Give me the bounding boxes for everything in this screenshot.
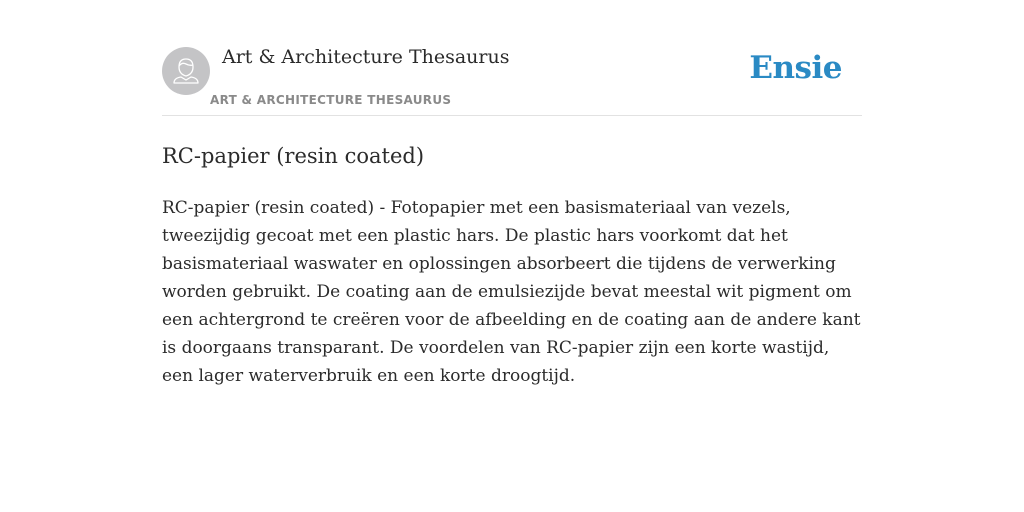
ensie-logo[interactable]: Ensie (749, 50, 842, 86)
author-subtitle: ART & ARCHITECTURE THESAURUS (210, 93, 452, 107)
author-name-link[interactable]: Art & Architecture Thesaurus (222, 46, 510, 68)
entry-card (162, 40, 862, 390)
entry-definition: RC-papier (resin coated) - Fotopapier met een basismateriaal van vezels, tweezijdig gecoat met een plastic hars. De plastic hars voorkomt dat het basismateriaal waswater en oplossingen absorbeert die tijdens de verwerking worden gebruikt. De coating aan de emulsiezijde bevat meestal wit pigment om een achtergrond te creëren voor de afbeelding en de coating aan de andere kant is doorgaans transparant. De voordelen van RC-papier zijn een korte wastijd, een lager waterverbruik en een korte droogtijd. (162, 198, 861, 386)
user-silhouette-icon (162, 47, 210, 95)
entry-title: RC-papier (resin coated) (162, 144, 425, 168)
entry-header (162, 40, 862, 116)
author-avatar[interactable] (162, 47, 210, 95)
